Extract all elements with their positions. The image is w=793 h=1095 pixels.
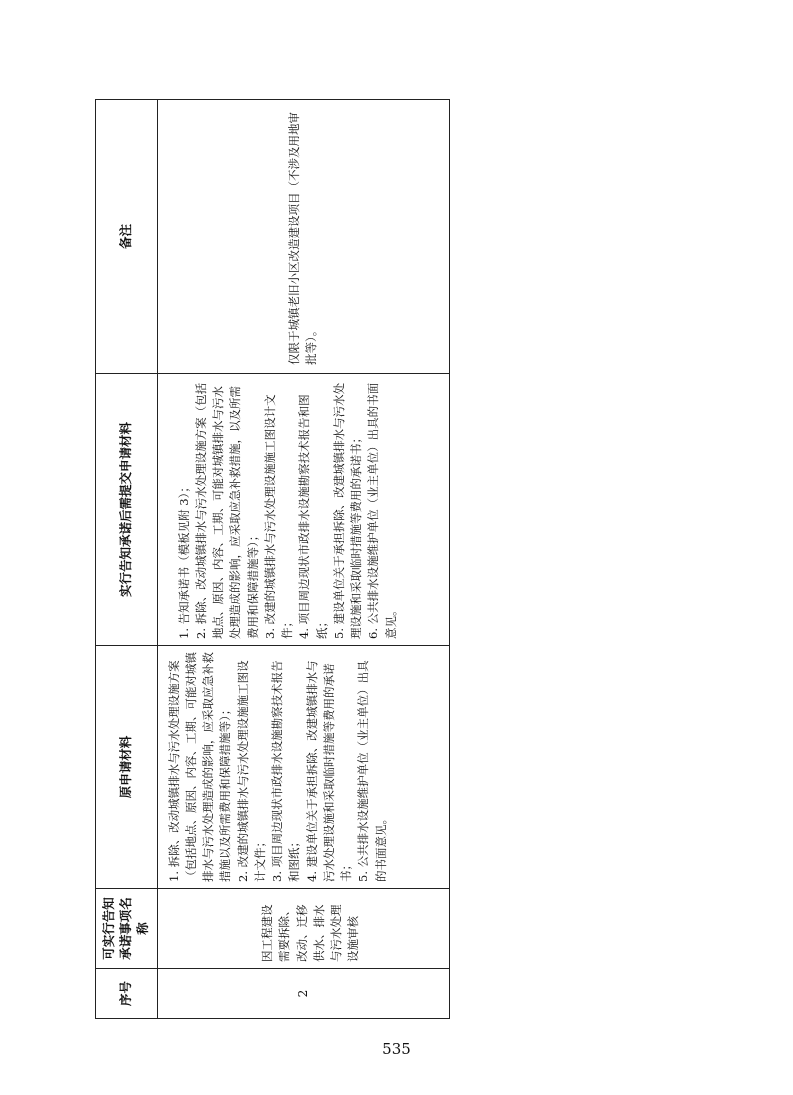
header-item-name: 可实行告知承诺事项名称 — [96, 889, 158, 969]
header-original-materials: 原申请材料 — [96, 646, 158, 889]
header-serial-number: 序号 — [96, 969, 158, 1019]
table-header-row — [96, 100, 158, 1019]
original-item: 4. 建设单位关于承担拆除、改建城镇排水与污水处理设施和采取临时措施等费用的承诺书； — [304, 660, 354, 882]
cell-promise-materials — [157, 374, 449, 646]
promise-item: 5. 建设单位关于承担拆除、改建城镇排水与污水处理设施和采取临时措施等费用的承诺书； — [331, 382, 364, 639]
promise-item: 6. 公共排水设施维护单位（业主单位）出具的书面意见。 — [366, 382, 398, 639]
cell-remark: 仅限于城镇老旧小区改造建设项目（不涉及用地审批等）。 — [157, 100, 449, 374]
original-item: 3. 项目周边现状市政排水设施勘察技术报告和图纸； — [270, 660, 302, 882]
page-number: 535 — [382, 1040, 411, 1058]
promise-item: 3. 改建的城镇排水与污水处理设施施工图设计文件； — [262, 394, 295, 639]
requirements-table — [95, 99, 450, 1019]
cell-original-materials — [157, 646, 449, 889]
promise-item: 4. 项目周边现状市政排水设施勘察技术报告和图纸； — [297, 394, 329, 639]
rotated-table-container — [95, 99, 450, 1019]
cell-item-name: 因工程建设需要拆除、改动、迁移供水、排水与污水处理设施审核 — [157, 889, 449, 969]
table-row — [157, 100, 449, 1019]
original-item: 2. 改建的城镇排水与污水处理设施施工图设计文件； — [235, 660, 267, 882]
promise-item: 2. 拆除、改动城镇排水与污水处理设施方案（包括地点、原因、内容、工期、可能对城镇排水与污水处理造成的影响，应采取应急补救措施，以及所需费用和保障措施等）； — [193, 382, 260, 639]
header-promise-materials: 实行告知承诺后需提交申请材料 — [96, 374, 158, 646]
header-remark: 备注 — [96, 100, 158, 374]
promise-item: 1. 告知承诺书（模板见附 3）； — [176, 481, 191, 639]
original-item: 1. 拆除、改动城镇排水与污水处理设施方案（包括地点、原因、内容、工期、可能对城镇排水与污水处理造成的影响，应采取应急补救措施以及所需费用和保障措施等）； — [166, 652, 233, 882]
cell-serial-number: 2 — [157, 969, 449, 1019]
original-item: 5. 公共排水设施维护单位（业主单位）出具的书面意见。 — [356, 660, 388, 882]
